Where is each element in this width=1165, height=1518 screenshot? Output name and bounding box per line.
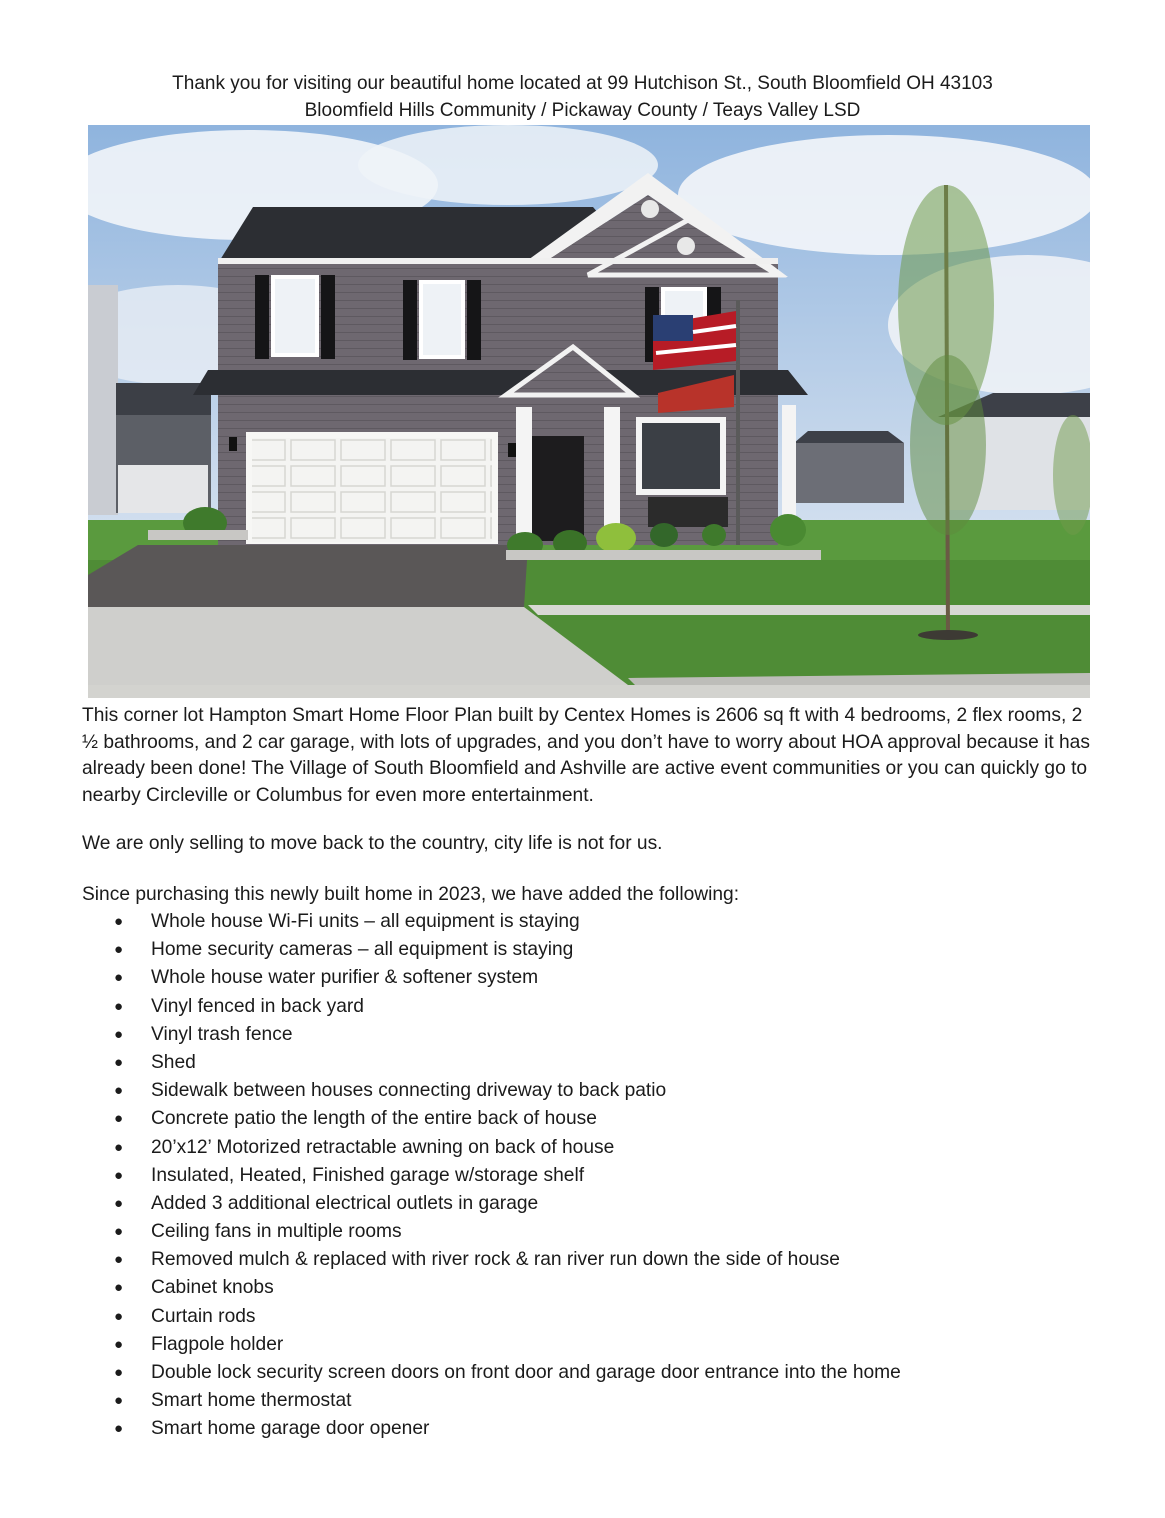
bullet-icon: ● [114,913,124,930]
list-item-text: Smart home thermostat [151,1390,352,1412]
document-header [0,70,1165,124]
bullet-icon: ● [114,1025,124,1043]
list-item [110,1359,901,1387]
bullet-icon: ● [114,941,124,959]
bullet-icon: ● [114,1166,124,1184]
upgrades-intro: Since purchasing this newly built home in 2023, we have added the following: [82,884,740,905]
list-item [110,993,901,1021]
list-item [110,1331,901,1359]
bullet-icon: ● [114,1392,124,1410]
intro-paragraph: This corner lot Hampton Smart Home Floor Plan built by Centex Homes is 2606 sq ft with 4 bedrooms, 2 flex rooms, 2 ½ bathrooms, and 2 car garage, with lots of upgrades, and you don’t have to worry about HOA approval because it has already been done! The Village of South Bloomfield and Ashville are active event communities or you can quickly go to nearby Circleville or Columbus for even more entertainment. [82,705,1090,806]
bullet-icon: ● [114,1251,124,1269]
list-item-text: Ceiling fans in multiple rooms [151,1221,402,1243]
bullet-icon: ● [114,1223,124,1241]
list-item [110,1218,901,1246]
list-item-text: Sidewalk between houses connecting driveway to back patio [151,1080,667,1102]
list-item-text: 20’x12’ Motorized retractable awning on back of house [151,1136,615,1158]
list-item-text: Removed mulch & replaced with river rock & ran river run down the side of house [151,1249,840,1271]
list-item [110,1134,901,1162]
list-item [110,936,901,964]
bullet-icon: ● [114,1364,124,1381]
list-item [110,1021,901,1049]
bullet-icon: ● [114,1138,124,1156]
list-item [110,1274,901,1302]
list-item [110,1387,901,1415]
list-item-text: Insulated, Heated, Finished garage w/storage shelf [151,1164,585,1186]
list-item [110,1415,901,1443]
bullet-icon: ● [114,1307,124,1325]
list-item-text: Concrete patio the length of the entire back of house [151,1108,597,1130]
upgrades-list [110,908,901,1444]
bullet-icon: ● [114,969,124,987]
list-item-text: Double lock security screen doors on front door and garage door entrance into the home [151,1362,901,1383]
list-item [110,1049,901,1077]
header-address-line: Thank you for visiting our beautiful home located at 99 Hutchison St., South Bloomfield OH 43103 [172,73,993,94]
bullet-icon: ● [114,1082,124,1100]
list-item-text: Added 3 additional electrical outlets in garage [151,1192,539,1214]
bullet-icon: ● [114,1110,124,1128]
bullet-icon: ● [114,1279,124,1297]
list-item [110,1105,901,1133]
list-item [110,1246,901,1274]
list-item [110,1303,901,1331]
header-community-line: Bloomfield Hills Community / Pickaway County / Teays Valley LSD [304,100,861,121]
bullet-icon: ● [114,1420,124,1438]
list-item-text: Whole house Wi-Fi units – all equipment is staying [151,911,580,932]
list-item-text: Vinyl fenced in back yard [151,995,364,1017]
bullet-icon: ● [114,1335,124,1353]
list-item [110,908,901,936]
list-item [110,1190,901,1218]
list-item-text: Flagpole holder [151,1333,284,1355]
house-photo [88,125,1090,698]
list-item [110,964,901,992]
list-item-text: Home security cameras – all equipment is staying [151,939,574,961]
list-item [110,1162,901,1190]
bullet-icon: ● [114,1053,124,1071]
list-item-text: Vinyl trash fence [151,1023,293,1045]
list-item-text: Cabinet knobs [151,1277,274,1299]
list-item-text: Curtain rods [151,1305,256,1327]
bullet-icon: ● [114,1194,124,1212]
list-item [110,1077,901,1105]
list-item-text: Whole house water purifier & softener system [151,967,539,989]
list-item-text: Smart home garage door opener [151,1418,430,1440]
list-item-text: Shed [151,1051,196,1073]
bullet-icon: ● [114,997,124,1015]
selling-reason-paragraph: We are only selling to move back to the country, city life is not for us. [82,833,663,854]
